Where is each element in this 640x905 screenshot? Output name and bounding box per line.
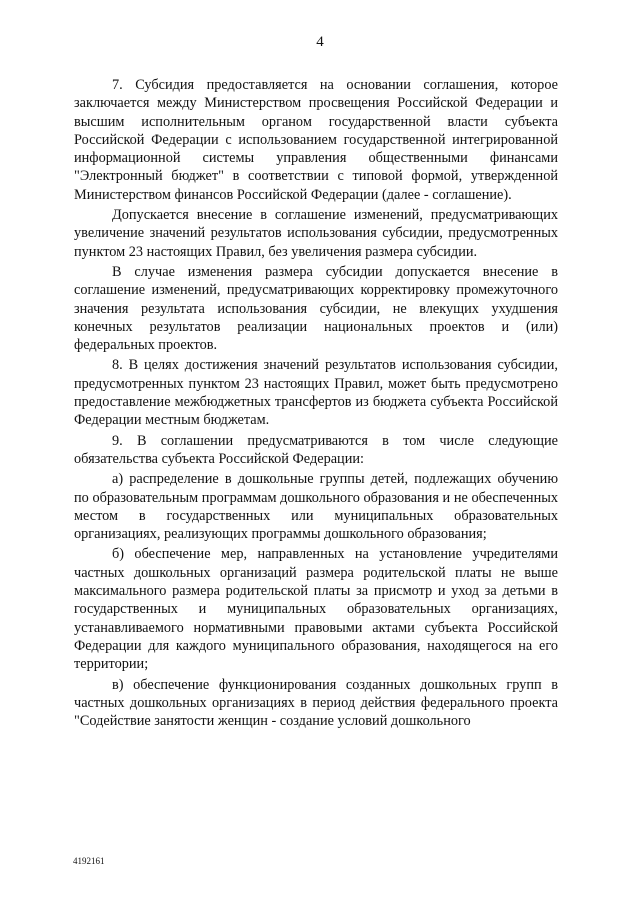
paragraph-7-size-change: В случае изменения размера субсидии допускается внесение в соглашение изменений, предусматривающих корректировку промежуточного значения результата использования субсидии, не влекущих ухудшения конечных результатов реализации национальных проектов и (или) федеральных проектов.: [74, 263, 558, 354]
paragraph-9: 9. В соглашении предусматриваются в том числе следующие обязательства субъекта Российской Федерации:: [74, 432, 558, 467]
paragraph-7: 7. Субсидия предоставляется на основании соглашения, которое заключается между Министерством просвещения Российской Федерации и высшим исполнительным органом государственной власти субъекта Российской Федерации с использованием государственной интегрированной информационной системы управления общественными финансами "Электронный бюджет" в соответствии с типовой формой, утвержденной Министерством финансов Российской Федерации (далее - соглашение).: [74, 77, 558, 203]
paragraph-9v: в) обеспечение функционирования созданных дошкольных групп в частных дошкольных организациях в период действия федерального проекта "Содействие занятости женщин - создание условий дошкольного: [74, 676, 558, 730]
paragraph-9a: а) распределение в дошкольные группы детей, подлежащих обучению по образовательным программам дошкольного образования и не обеспеченных местом в государственных или муниципальных образовательных организациях, реализующих программы дошкольного образования;: [74, 471, 558, 543]
document-body: [74, 76, 558, 730]
paragraph-7-amendments: Допускается внесение в соглашение изменений, предусматривающих увеличение значений результатов использования субсидии, предусмотренных пунктом 23 настоящих Правил, без увеличения размера субсидии.: [74, 207, 558, 260]
document-code: 4192161: [73, 856, 105, 866]
page-number: 4: [316, 34, 324, 50]
paragraph-8: 8. В целях достижения значений результатов использования субсидии, предусмотренных пунктом 23 настоящих Правил, может быть предусмотрено предоставление межбюджетных трансфертов из бюджета субъекта Российской Федерации местным бюджетам.: [74, 357, 558, 429]
paragraph-9b: б) обеспечение мер, направленных на установление учредителями частных дошкольных организаций размера родительской платы не выше максимального размера родительской платы за присмотр и уход за детьми в государственных и муниципальных образовательных организациях, устанавливаемого нормативными правовыми актами субъекта Российской Федерации для каждого муниципального образования, находящегося на его территории;: [74, 546, 558, 673]
